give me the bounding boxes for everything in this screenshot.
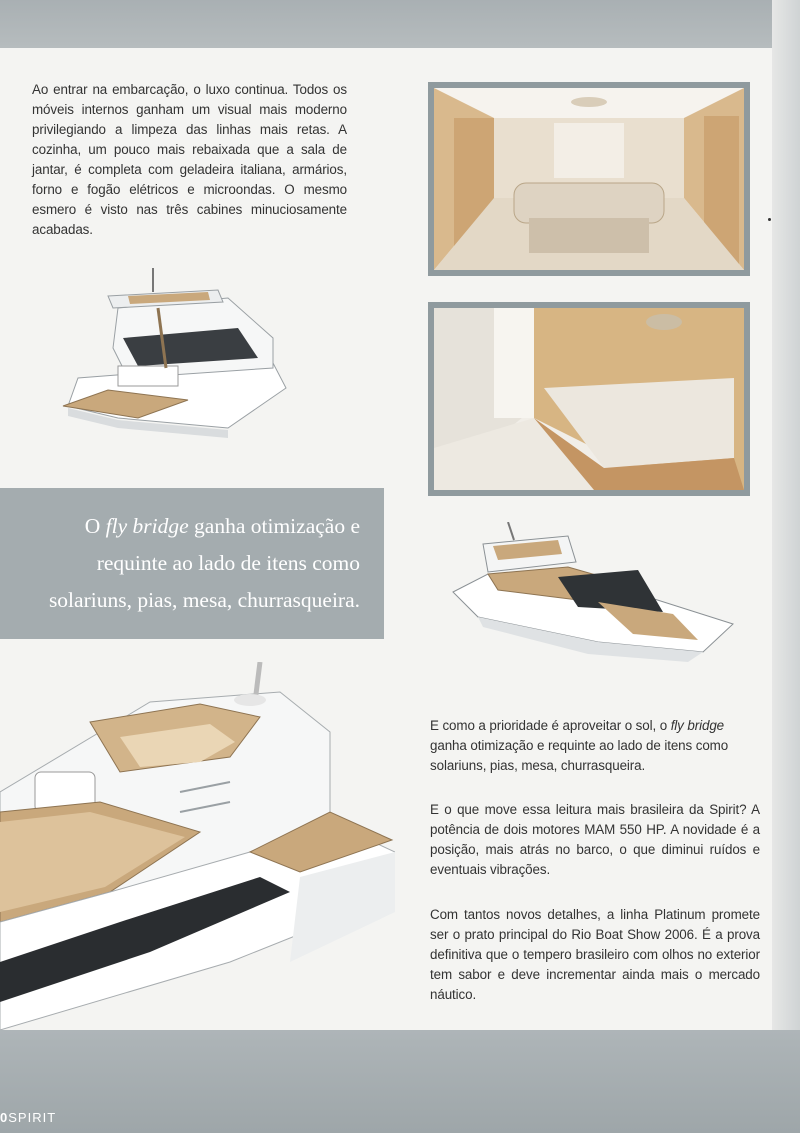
sun-part-2: ganha otimização e requinte ao lado de itens como solariuns, pias, mesa, churrasqueira. (430, 738, 729, 773)
cabin-bunk-illustration (434, 308, 744, 490)
cabin-bed-illustration (434, 88, 744, 270)
sun-italic: fly bridge (670, 718, 725, 733)
quote-part-1: O (84, 514, 106, 538)
top-band (0, 0, 800, 48)
page-edge (772, 0, 800, 1133)
engine-paragraph (430, 800, 760, 880)
engine-text: E o que move essa leitura mais brasileira da Spirit? A potência de dois motores MAM 550 HP. A novidade é a posição, mais atrás no barco, o que diminui ruídos e eventuais vibrações. (430, 802, 760, 877)
quote-part-2: ganha otimização e requinte ao lado de itens como solariuns, pias, mesa, churrasqueira. (48, 514, 360, 612)
page-footer (0, 1110, 56, 1125)
pull-quote (40, 508, 360, 619)
cabin-photo-bunk (428, 302, 750, 496)
flybridge-illustration (0, 662, 395, 1030)
intro-text: Ao entrar na embarcação, o luxo continua. Todos os móveis internos ganham um visual mais moderno privilegiando a limpeza das linhas mais retas. A cozinha, um pouco mais rebaixada que a sala de jantar, é completa com geladeira italiana, armários, forno e fogão elétricos e microondas. O mesmo esmero é visto nas três cabines minuciosamente acabadas. (32, 82, 347, 237)
sun-part-1: E como a prioridade é aproveitar o sol, o (430, 718, 671, 733)
sun-text (430, 716, 760, 776)
magazine-name: SPIRIT (8, 1110, 57, 1125)
sun-paragraph (430, 716, 760, 776)
quote-italic: fly bridge (105, 514, 189, 538)
bottom-band (0, 1030, 800, 1133)
intro-paragraph (32, 80, 347, 240)
page-speck (768, 218, 771, 221)
platinum-paragraph (430, 905, 760, 1005)
page-number: 0 (0, 1110, 9, 1125)
boat-profile-render (448, 522, 740, 672)
platinum-text: Com tantos novos detalhes, a linha Platinum promete ser o prato principal do Rio Boat Show 2006. É a prova definitiva que o tempero brasileiro com olhos no exterior tem sabor e deve incrementar ainda mais o mercado náutico. (430, 907, 760, 1002)
boat-profile-illustration (448, 522, 740, 672)
boat-stern-illustration (58, 268, 298, 440)
flybridge-render (0, 662, 395, 1030)
boat-stern-render (58, 268, 298, 440)
cabin-photo-bed (428, 82, 750, 276)
